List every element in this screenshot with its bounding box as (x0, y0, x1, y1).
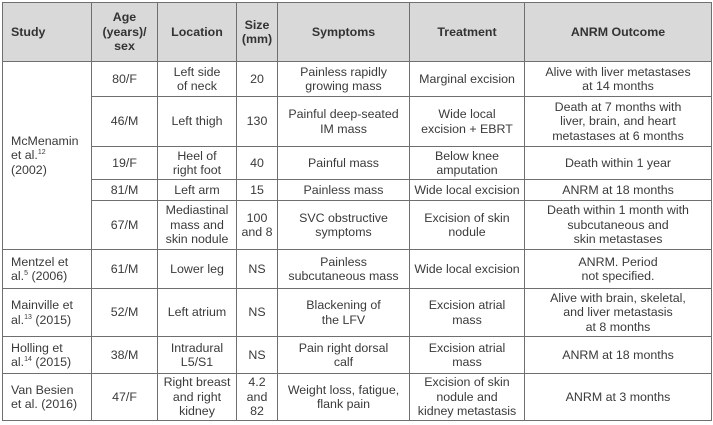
outcome-cell: Death at 7 months with liver, brain, and heart metastases at 6 months (525, 97, 712, 147)
age-cell: 80/F (92, 62, 158, 97)
table-row (3, 180, 712, 201)
size-cell: 40 (237, 147, 278, 180)
location-cell: Intradural L5/S1 (158, 337, 237, 374)
age-cell: 81/M (92, 180, 158, 201)
outcome-cell: ANRM at 3 months (525, 374, 712, 421)
outcome-cell: ANRM. Period not specified. (525, 250, 712, 289)
treatment-cell: Excision of skin nodule and kidney metastasis (410, 374, 525, 421)
treatment-cell: Excision atrial mass (410, 289, 525, 337)
size-cell: NS (237, 289, 278, 337)
age-cell: 52/M (92, 289, 158, 337)
header-treatment: Treatment (410, 3, 525, 62)
location-cell: Right breast and right kidney (158, 374, 237, 421)
header-size: Size (mm) (237, 3, 278, 62)
table-row (3, 62, 712, 97)
header-symptoms: Symptoms (278, 3, 410, 62)
treatment-cell: Excision of skin nodule (410, 201, 525, 250)
age-cell: 38/M (92, 337, 158, 374)
treatment-cell: Marginal excision (410, 62, 525, 97)
size-cell: 130 (237, 97, 278, 147)
treatment-cell: Below knee amputation (410, 147, 525, 180)
symptoms-cell: Painless rapidly growing mass (278, 62, 410, 97)
case-table (2, 2, 712, 421)
study-cell-vanbesien: Van Besien et al. (2016) (3, 374, 92, 421)
symptoms-cell: Painless mass (278, 180, 410, 201)
treatment-cell: Wide local excision + EBRT (410, 97, 525, 147)
size-cell: NS (237, 250, 278, 289)
header-outcome: ANRM Outcome (525, 3, 712, 62)
symptoms-cell: Painless subcutaneous mass (278, 250, 410, 289)
outcome-cell: ANRM at 18 months (525, 337, 712, 374)
table-row (3, 201, 712, 250)
age-cell: 46/M (92, 97, 158, 147)
location-cell: Left arm (158, 180, 237, 201)
study-cell-mentzel: Mentzel et al.$^5$ (2006) (3, 250, 92, 289)
outcome-cell: Death within 1 year (525, 147, 712, 180)
age-cell: 47/F (92, 374, 158, 421)
size-cell: 100 and 8 (237, 201, 278, 250)
location-cell: Left side of neck (158, 62, 237, 97)
table-row (3, 250, 712, 289)
treatment-cell: Wide local excision (410, 250, 525, 289)
age-cell: 19/F (92, 147, 158, 180)
size-cell: 20 (237, 62, 278, 97)
symptoms-cell: Pain right dorsal calf (278, 337, 410, 374)
size-cell: 4.2 and 82 (237, 374, 278, 421)
outcome-cell: ANRM at 18 months (525, 180, 712, 201)
location-cell: Lower leg (158, 250, 237, 289)
table-row (3, 97, 712, 147)
location-cell: Heel of right foot (158, 147, 237, 180)
table-row (3, 289, 712, 337)
study-cell-mcmenamin: McMenamin et al.$^{12}$ (2002) (3, 62, 92, 250)
symptoms-cell: Painful deep-seated IM mass (278, 97, 410, 147)
header-row (3, 3, 712, 62)
study-cell-mainville: Mainville et al.$^{13}$ (2015) (3, 289, 92, 337)
location-cell: Left atrium (158, 289, 237, 337)
outcome-cell: Alive with liver metastases at 14 months (525, 62, 712, 97)
header-location: Location (158, 3, 237, 62)
outcome-cell: Alive with brain, skeletal, and liver metastasis at 8 months (525, 289, 712, 337)
study-cell-holling: Holling et al.$^{14}$ (2015) (3, 337, 92, 374)
location-cell: Mediastinal mass and skin nodule (158, 201, 237, 250)
table-row (3, 147, 712, 180)
size-cell: NS (237, 337, 278, 374)
header-study: Study (3, 3, 92, 62)
treatment-cell: Excision atrial mass (410, 337, 525, 374)
outcome-cell: Death within 1 month with subcutaneous and skin metastases (525, 201, 712, 250)
symptoms-cell: Weight loss, fatigue, flank pain (278, 374, 410, 421)
age-cell: 67/M (92, 201, 158, 250)
age-cell: 61/M (92, 250, 158, 289)
symptoms-cell: Blackening of the LFV (278, 289, 410, 337)
header-age: Age (years)/ sex (92, 3, 158, 62)
treatment-cell: Wide local excision (410, 180, 525, 201)
location-cell: Left thigh (158, 97, 237, 147)
symptoms-cell: SVC obstructive symptoms (278, 201, 410, 250)
table-row (3, 337, 712, 374)
size-cell: 15 (237, 180, 278, 201)
symptoms-cell: Painful mass (278, 147, 410, 180)
table-row (3, 374, 712, 421)
